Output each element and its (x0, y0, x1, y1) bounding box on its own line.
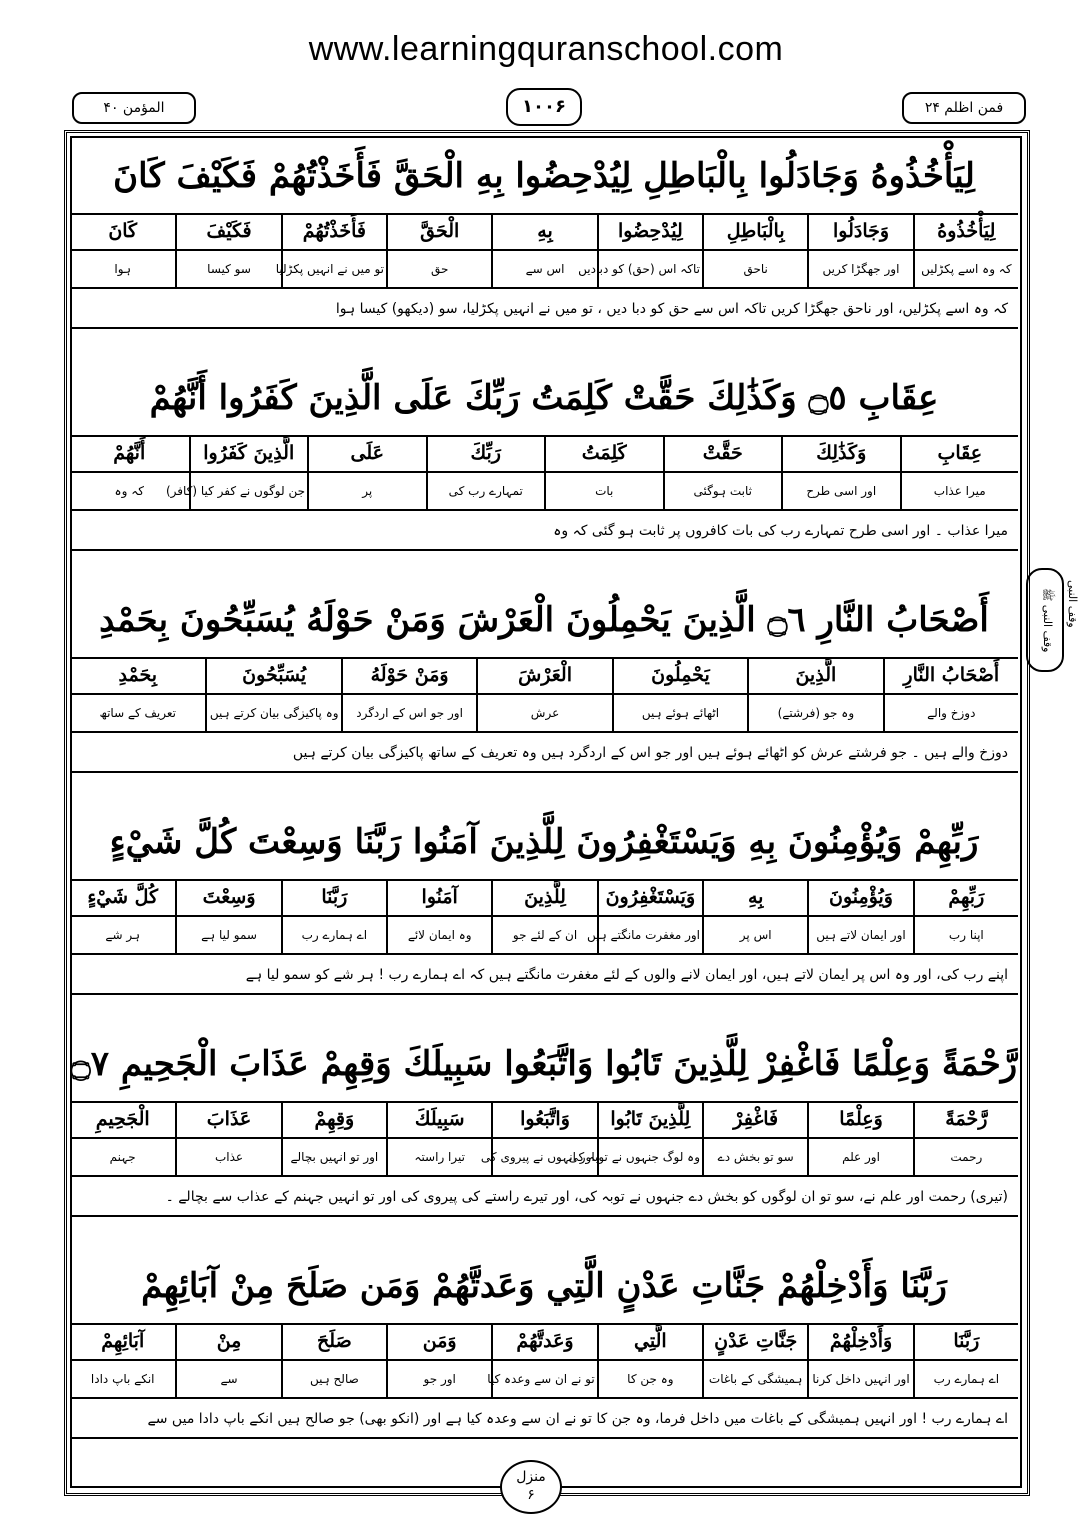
arabic-word: وَكَذَٰلِكَ (781, 435, 900, 471)
verse-block (70, 1027, 1018, 1249)
word-meaning: اور علم (807, 1139, 912, 1175)
word-meaning: تمہارے رب کی (426, 473, 545, 509)
arabic-words-row (70, 879, 1018, 917)
arabic-word: كُلَّ شَيْءٍ (87, 886, 159, 908)
word-meaning: عرش (476, 695, 611, 731)
word-meaning: اے ہمارے رب (913, 1361, 1018, 1397)
word-grid (70, 213, 1018, 289)
arabic-words-row (70, 1101, 1018, 1139)
word-meaning: ہوا (114, 262, 131, 276)
arabic-word: الَّتِي (597, 1323, 702, 1359)
verse-block (70, 583, 1018, 805)
verse-block (70, 805, 1018, 1027)
word-meaning: صالح ہیں (281, 1361, 386, 1397)
word-meaning: اس پر (702, 917, 807, 953)
arabic-word: وَسِعْتَ (175, 879, 280, 915)
word-meaning: تیرا راستہ (386, 1139, 491, 1175)
urdu-meanings-row (70, 251, 1018, 289)
ayah-line: لِيَأْخُذُوهُ وَجَادَلُوا بِالْبَاطِلِ لِيُدْحِضُوا بِهِ الْحَقَّ فَأَخَذْتُهُمْ فَكَيْفَ كَانَ (70, 139, 1018, 215)
word-meaning: ہمیشگی کے باغات (702, 1361, 807, 1397)
arabic-word: وَقِهِمْ (281, 1101, 386, 1137)
ayah-line: رَبَّنَا وَأَدْخِلْهُمْ جَنَّاتِ عَدْنٍ الَّتِي وَعَدتَّهُمْ وَمَن صَلَحَ مِنْ آبَائِهِمْ (70, 1249, 1018, 1325)
word-grid (70, 1101, 1018, 1177)
word-grid (70, 879, 1018, 955)
word-meaning: بات (544, 473, 663, 509)
word-meaning: پر (307, 473, 426, 509)
word-meaning: کہ وہ اسے پکڑلیں (913, 251, 1018, 287)
arabic-word: صَلَحَ (281, 1323, 386, 1359)
arabic-word: بِهِ (702, 879, 807, 915)
arabic-word: وَعِلْمًا (807, 1101, 912, 1137)
word-meaning: انکے باپ دادا (90, 1372, 155, 1386)
arabic-word: بِهِ (491, 213, 596, 249)
arabic-words-row (70, 657, 1018, 695)
word-meaning: عذاب (175, 1139, 280, 1175)
translation-line: اپنے رب کی، اور وہ اس پر ایمان لاتے ہیں، اور ایمان لانے والوں کے لئے مغفرت مانگتے ہیں کہ اے ہمارے رب ! ہر شے کو سمو لیا ہے (70, 955, 1018, 995)
arabic-word: جَنَّاتِ عَدْنٍ (702, 1323, 807, 1359)
word-meaning: اور مغفرت مانگتے ہیں (597, 917, 702, 953)
arabic-word: وَيَسْتَغْفِرُونَ (597, 879, 702, 915)
urdu-meanings-row (70, 917, 1018, 955)
arabic-word: سَبِيلَكَ (386, 1101, 491, 1137)
word-meaning: کہ وہ (114, 484, 144, 498)
word-meaning: سو تو بخش دے (702, 1139, 807, 1175)
arabic-word: فَاغْفِرْ (702, 1101, 807, 1137)
waqf-marker: وقف النبی ﷺ (1026, 568, 1064, 672)
translation-line: (تیری) رحمت اور علم نے، سو تو ان لوگوں کو بخش دے جنہوں نے توبہ کی، اور تیرے راستے کی پیروی کی اور تو انہیں جہنم کے عذاب سے بچالے ۔ (70, 1177, 1018, 1217)
word-meaning: ہر شے (105, 928, 140, 942)
word-meaning: اور تو انہیں بچالے (281, 1139, 386, 1175)
arabic-word: لِيُدْحِضُوا (597, 213, 702, 249)
arabic-word: فَكَيْفَ (175, 213, 280, 249)
word-meaning: اور ایمان لاتے ہیں (807, 917, 912, 953)
arabic-word: فَأَخَذْتُهُمْ (281, 213, 386, 249)
word-meaning: ان کے لئے جو (491, 917, 596, 953)
arabic-word: أَصْحَابُ النَّارِ (883, 657, 1018, 693)
page-number: ۱۰۰۶ (506, 88, 582, 126)
verse-block (70, 139, 1018, 361)
arabic-word: مِنْ (175, 1323, 280, 1359)
word-grid (70, 1323, 1018, 1399)
word-meaning: جن لوگوں نے کفر کیا (کافر) (189, 473, 308, 509)
word-meaning: میرا عذاب (900, 473, 1019, 509)
word-meaning: اور انہیں داخل کرنا (807, 1361, 912, 1397)
word-meaning: اپنا رب (913, 917, 1018, 953)
word-meaning: سو کیسا (175, 251, 280, 287)
arabic-word: وَاتَّبَعُوا (491, 1101, 596, 1137)
arabic-word: الْحَقَّ (386, 213, 491, 249)
word-meaning: ثابت ہوگئی (663, 473, 782, 509)
manzil-number: ۶ (527, 1487, 535, 1503)
word-meaning: وہ لوگ جنہوں نے توبہ کی (597, 1139, 702, 1175)
urdu-meanings-row (70, 1361, 1018, 1399)
word-meaning: وہ ایمان لائے (386, 917, 491, 953)
manzil-badge (500, 1460, 562, 1514)
side-note: وقف النبی (1066, 580, 1079, 628)
word-meaning: سمو لیا ہے (175, 917, 280, 953)
surah-label: المؤمن ۴۰ (72, 92, 196, 124)
translation-line: دوزخ والے ہیں ۔ جو فرشتے عرش کو اٹھائے ہوئے ہیں اور جو اس کے اردگرد ہیں وہ تعریف کے ساتھ پاکیزگی بیان کرتے ہیں (70, 733, 1018, 773)
ayah-line: رَّحْمَةً وَعِلْمًا فَاغْفِرْ لِلَّذِينَ تَابُوا وَاتَّبَعُوا سَبِيلَكَ وَقِهِمْ عَذَابَ الْجَحِيمِ ۝٧ (70, 1027, 1018, 1103)
site-url: www.learningquranschool.com (308, 30, 784, 68)
arabic-word: وَمَن (386, 1323, 491, 1359)
translation-line: میرا عذاب ۔ اور اسی طرح تمہارے رب کی بات کافروں پر ثابت ہو گئی کہ وہ (70, 511, 1018, 551)
word-grid (70, 657, 1018, 733)
verse-block (70, 361, 1018, 583)
ayah-line: أَصْحَابُ النَّارِ ۝٦ الَّذِينَ يَحْمِلُونَ الْعَرْشَ وَمَنْ حَوْلَهُ يُسَبِّحُونَ بِحَمْدِ (70, 583, 1018, 659)
arabic-word: رَبِّكَ (426, 435, 545, 471)
arabic-words-row (70, 213, 1018, 251)
arabic-word: عَذَابَ (175, 1101, 280, 1137)
word-grid (70, 435, 1018, 511)
arabic-word: بِحَمْدِ (118, 664, 158, 686)
arabic-word: الَّذِينَ (747, 657, 882, 693)
arabic-word: أَنَّهُمْ (113, 442, 146, 464)
arabic-word: كَلِمَتُ (544, 435, 663, 471)
word-meaning: ناحق (702, 251, 807, 287)
word-meaning: وہ پاکیزگی بیان کرتے ہیں (205, 695, 340, 731)
arabic-word: وَعَدتَّهُمْ (491, 1323, 596, 1359)
arabic-word: حَقَّتْ (663, 435, 782, 471)
arabic-word: الْعَرْشَ (476, 657, 611, 693)
arabic-word: يُسَبِّحُونَ (205, 657, 340, 693)
arabic-word: وَمَنْ حَوْلَهُ (341, 657, 476, 693)
word-meaning: تعریف کے ساتھ (99, 706, 177, 720)
word-meaning: تو میں نے انہیں پکڑلیا (281, 251, 386, 287)
arabic-word: رَبَّنَا (913, 1323, 1018, 1359)
word-meaning: سے (175, 1361, 280, 1397)
para-label: فمن اظلم ۲۴ (902, 92, 1026, 124)
arabic-words-row (70, 1323, 1018, 1361)
arabic-word: لِيَأْخُذُوهُ (913, 213, 1018, 249)
urdu-meanings-row (70, 473, 1018, 511)
arabic-word: وَجَادَلُوا (807, 213, 912, 249)
arabic-word: عَلَى (307, 435, 426, 471)
arabic-word: رَبَّنَا (281, 879, 386, 915)
translation-line: کہ وہ اسے پکڑلیں، اور ناحق جھگڑا کریں تاکہ اس سے حق کو دبا دیں ، تو میں نے انہیں پکڑلیا، سو (دیکھو) کیسا ہوا (70, 289, 1018, 329)
word-meaning: اور جھگڑا کریں (807, 251, 912, 287)
arabic-word: آبَائِهِمْ (101, 1330, 145, 1352)
word-meaning: وہ جن کا (597, 1361, 702, 1397)
word-meaning: تو نے ان سے وعدہ کیا (491, 1361, 596, 1397)
arabic-word: وَأَدْخِلْهُمْ (807, 1323, 912, 1359)
arabic-word: الْجَحِيمِ (95, 1108, 150, 1130)
arabic-word: لِلَّذِينَ تَابُوا (597, 1101, 702, 1137)
word-meaning: دوزخ والے (883, 695, 1018, 731)
arabic-word: الَّذِينَ كَفَرُوا (189, 435, 308, 471)
arabic-word: عِقَابِ (900, 435, 1019, 471)
arabic-words-row (70, 435, 1018, 473)
word-meaning: اور انہوں نے پیروی کی (491, 1139, 596, 1175)
verse-block (70, 1249, 1018, 1471)
word-meaning: حق (386, 251, 491, 287)
word-meaning: وہ جو (فرشتے) (747, 695, 882, 731)
ayah-line: رَبِّهِمْ وَيُؤْمِنُونَ بِهِ وَيَسْتَغْفِرُونَ لِلَّذِينَ آمَنُوا رَبَّنَا وَسِعْتَ كُلَّ شَيْءٍ (70, 805, 1018, 881)
word-meaning: اے ہمارے رب (281, 917, 386, 953)
word-meaning: تاکہ اس (حق) کو دبادیں (597, 251, 702, 287)
word-meaning: اٹھائے ہوئے ہیں (612, 695, 747, 731)
ayah-line: عِقَابِ ۝٥ وَكَذَٰلِكَ حَقَّتْ كَلِمَتُ رَبِّكَ عَلَى الَّذِينَ كَفَرُوا أَنَّهُمْ (70, 361, 1018, 437)
word-meaning: اور جو (386, 1361, 491, 1397)
arabic-word: رَّحْمَةً (913, 1101, 1018, 1137)
word-meaning: رحمت (913, 1139, 1018, 1175)
word-meaning: اور جو اس کے اردگرد (341, 695, 476, 731)
arabic-word: وَيُؤْمِنُونَ (807, 879, 912, 915)
manzil-label: منزل (516, 1469, 546, 1485)
arabic-word: كَانَ (108, 220, 138, 242)
arabic-word: رَبِّهِمْ (913, 879, 1018, 915)
word-meaning: اس سے (491, 251, 596, 287)
word-meaning: اور اسی طرح (781, 473, 900, 509)
word-meaning: جہنم (109, 1150, 136, 1164)
translation-line: اے ہمارے رب ! اور انہیں ہمیشگی کے باغات میں داخل فرما، وہ جن کا تو نے ان سے وعدہ کیا ہے اور (انکو بھی) جو صالح ہیں انکے باپ دادا میں سے (70, 1399, 1018, 1439)
arabic-word: لِلَّذِينَ (491, 879, 596, 915)
arabic-word: آمَنُوا (386, 879, 491, 915)
arabic-word: بِالْبَاطِلِ (702, 213, 807, 249)
arabic-word: يَحْمِلُونَ (612, 657, 747, 693)
urdu-meanings-row (70, 695, 1018, 733)
urdu-meanings-row (70, 1139, 1018, 1177)
